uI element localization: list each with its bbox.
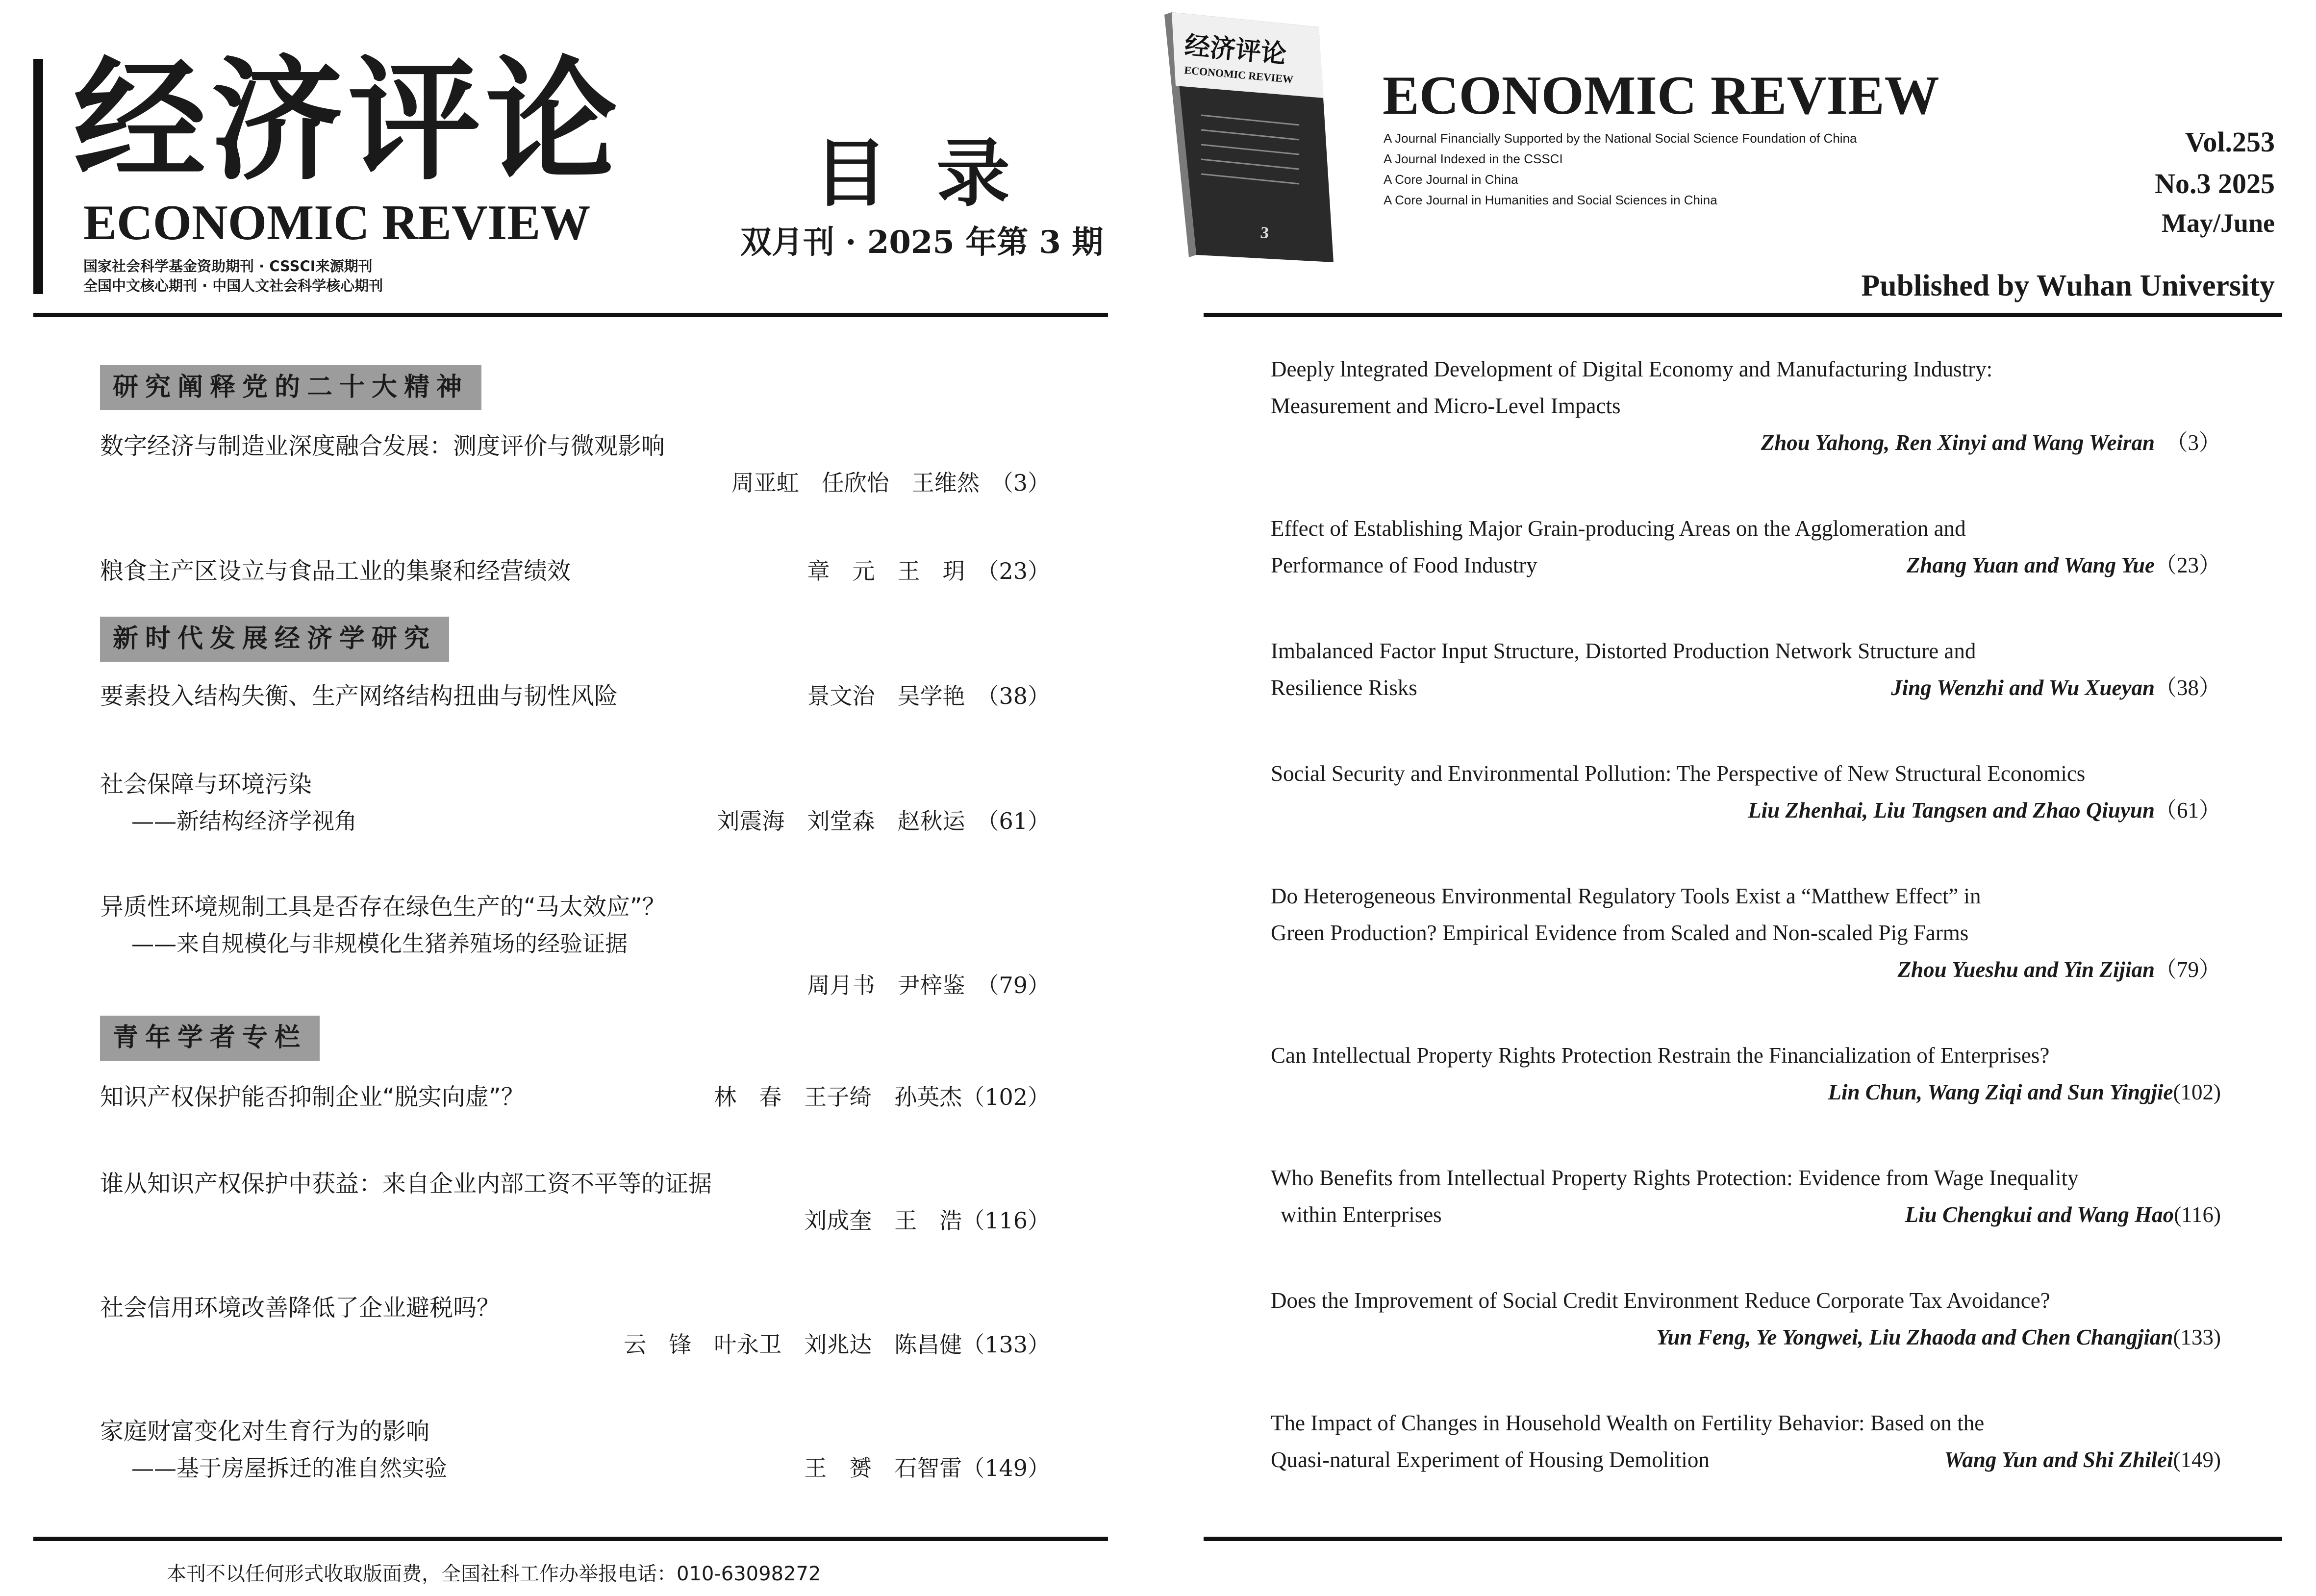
issue-month-label: May/June: [2161, 208, 2275, 238]
footer-notice: 本刊不以任何形式收取版面费，全国社科工作办举报电话：010-63098272: [167, 1563, 821, 1585]
toc-article-authors: 章 元 王 玥 （23）: [807, 558, 1050, 584]
page-number: (133): [2173, 1325, 2221, 1349]
volume-label: Vol.253: [2185, 126, 2275, 158]
logo-vertical-bar: [33, 59, 43, 294]
toc-article-title[interactable]: 粮食主产区设立与食品工业的集聚和经营绩效: [100, 557, 571, 585]
issue-number-label: No.3 2025: [2155, 168, 2275, 200]
toc-article-title-en[interactable]: The Impact of Changes in Household Wealth on Fertility Behavior: Based on the: [1271, 1411, 1985, 1435]
page-number: （23）: [2154, 553, 2221, 577]
toc-article-subtitle: ——新结构经济学视角: [131, 808, 357, 834]
bottom-divider-right: [1204, 1537, 2282, 1541]
toc-article-title[interactable]: 家庭财富变化对生育行为的影响: [100, 1418, 430, 1445]
toc-article-title-en[interactable]: Who Benefits from Intellectual Property Rights Protection: Evidence from Wage Inequality: [1271, 1166, 2079, 1190]
toc-article-title-en[interactable]: Deeply lntegrated Development of Digital Economy and Manufacturing Industry:: [1271, 357, 1993, 381]
issue-label: 双月刊 · 2025 年第 3 期: [740, 224, 1104, 261]
author-names: Jing Wenzhi and Wu Xueyan: [1891, 675, 2155, 700]
page-number: (116): [2174, 1202, 2221, 1227]
toc-article-authors: 周月书 尹梓鉴 （79）: [807, 972, 1050, 998]
author-names: Liu Chengkui and Wang Hao: [1905, 1202, 2174, 1227]
journal-tagline-en-1: A Journal Financially Supported by the National Social Science Foundation of China: [1384, 131, 1857, 146]
toc-article-title-en-cont[interactable]: within Enterprises: [1281, 1202, 1442, 1227]
toc-article-authors: 周亚虹 任欣怡 王维然 （3）: [731, 470, 1050, 496]
author-names: Wang Yun and Shi Zhilei: [1944, 1447, 2173, 1472]
toc-article-title-en-cont[interactable]: Performance of Food Industry: [1271, 553, 1537, 577]
toc-article-title-en-cont[interactable]: Quasi-natural Experiment of Housing Demolition: [1271, 1447, 1710, 1472]
toc-article-title[interactable]: 异质性环境规制工具是否存在绿色生产的“马太效应”？: [100, 893, 666, 921]
journal-tagline-en-3: A Core Journal in China: [1384, 172, 1518, 187]
page-number: （61）: [2154, 798, 2221, 823]
toc-article-authors-en: [1748, 796, 2221, 825]
toc-article-title-en[interactable]: Do Heterogeneous Environmental Regulatory Tools Exist a “Matthew Effect” in: [1271, 884, 1981, 908]
toc-article-title-en[interactable]: Social Security and Environmental Pollution: The Perspective of New Structural Economics: [1271, 761, 2086, 786]
journal-cover-image: [1142, 7, 1338, 262]
author-names: Zhou Yahong, Ren Xinyi and Wang Weiran: [1761, 430, 2155, 455]
toc-article-authors: 刘震海 刘堂森 赵秋运 （61）: [717, 808, 1050, 834]
page-number: （3）: [2165, 430, 2221, 455]
toc-article-authors: 云 锋 叶永卫 刘兆达 陈昌健（133）: [624, 1331, 1050, 1358]
page-number: (102): [2173, 1080, 2221, 1104]
author-names: Liu Zhenhai, Liu Tangsen and Zhao Qiuyun: [1748, 798, 2155, 823]
author-names: Yun Feng, Ye Yongwei, Liu Zhaoda and Chen Changjian: [1656, 1325, 2173, 1349]
toc-article-authors-en: [1907, 550, 2221, 580]
toc-article-title[interactable]: 数字经济与制造业深度融合发展：测度评价与微观影响: [100, 432, 665, 460]
toc-article-authors: 林 春 王子绮 孙英杰（102）: [714, 1084, 1050, 1110]
toc-article-authors-en: [1891, 673, 2221, 702]
toc-article-authors: 景文治 吴学艳 （38）: [807, 683, 1050, 709]
toc-article-title[interactable]: 要素投入结构失衡、生产网络结构扭曲与韧性风险: [100, 682, 618, 710]
toc-article-authors-en: [1656, 1322, 2221, 1352]
page-number: (149): [2173, 1447, 2221, 1472]
journal-logo-english: ECONOMIC REVIEW: [83, 195, 591, 250]
toc-article-authors-en: [1761, 428, 2221, 457]
journal-tagline-en-4: A Core Journal in Humanities and Social Sciences in China: [1384, 193, 1717, 207]
toc-article-authors-en: [1905, 1200, 2221, 1229]
toc-article-title-en-cont[interactable]: Green Production? Empirical Evidence from Scaled and Non-scaled Pig Farms: [1271, 921, 1969, 945]
page-number: （38）: [2154, 675, 2221, 700]
cover-logo-cn: 经济评论: [1183, 30, 1288, 70]
toc-article-title-en-cont[interactable]: Measurement and Micro-Level Impacts: [1271, 394, 1621, 418]
toc-article-authors: 刘成奎 王 浩（116）: [804, 1207, 1050, 1234]
toc-article-authors: 王 赟 石智雷（149）: [804, 1455, 1050, 1481]
journal-tagline-1: 国家社会科学基金资助期刊 · CSSCI来源期刊: [83, 258, 373, 274]
top-divider-right: [1204, 313, 2282, 317]
cover-logo-en: ECONOMIC REVIEW: [1183, 64, 1294, 86]
toc-article-title[interactable]: 知识产权保护能否抑制企业“脱实向虚”？: [100, 1083, 525, 1111]
journal-tagline-2: 全国中文核心期刊 · 中国人文社会科学核心期刊: [83, 277, 383, 294]
bottom-divider-left: [33, 1537, 1108, 1541]
toc-article-title-en[interactable]: Does the Improvement of Social Credit Environment Reduce Corporate Tax Avoidance?: [1271, 1288, 2050, 1313]
top-divider-left: [33, 313, 1108, 317]
journal-logo-chinese: 经济评论: [74, 42, 623, 198]
toc-article-authors-en: [1944, 1445, 2221, 1474]
toc-article-title[interactable]: 谁从知识产权保护中获益：来自企业内部工资不平等的证据: [100, 1170, 712, 1197]
toc-article-authors-en: [1828, 1077, 2221, 1107]
toc-article-subtitle: ——来自规模化与非规模化生猪养殖场的经验证据: [131, 930, 628, 957]
toc-article-title[interactable]: 社会信用环境改善降低了企业避税吗？: [100, 1294, 501, 1322]
toc-article-subtitle: ——基于房屋拆迁的准自然实验: [131, 1455, 447, 1481]
publisher-label: Published by Wuhan University: [1861, 269, 2275, 302]
cover-issue-number: 3: [1259, 224, 1270, 243]
toc-article-title-en-cont[interactable]: Resilience Risks: [1271, 675, 1417, 700]
page-number: （79）: [2154, 957, 2221, 982]
author-names: Zhou Yueshu and Yin Zijian: [1897, 957, 2155, 982]
toc-article-authors-en: [1898, 955, 2221, 984]
section-header: 新时代发展经济学研究: [100, 617, 449, 662]
section-header: 研究阐释党的二十大精神: [100, 365, 481, 410]
section-header: 青年学者专栏: [100, 1016, 320, 1061]
author-names: Zhang Yuan and Wang Yue: [1906, 553, 2155, 577]
toc-article-title[interactable]: 社会保障与环境污染: [100, 771, 312, 798]
toc-article-title-en[interactable]: Effect of Establishing Major Grain-producing Areas on the Agglomeration and: [1271, 516, 1966, 541]
contents-heading: 目录: [814, 131, 1059, 217]
author-names: Lin Chun, Wang Ziqi and Sun Yingjie: [1828, 1080, 2173, 1104]
toc-article-title-en[interactable]: Imbalanced Factor Input Structure, Distorted Production Network Structure and: [1271, 639, 1976, 663]
journal-title-english: ECONOMIC REVIEW: [1383, 65, 1939, 126]
toc-article-title-en[interactable]: Can Intellectual Property Rights Protection Restrain the Financialization of Enterprises?: [1271, 1043, 2050, 1068]
journal-tagline-en-2: A Journal Indexed in the CSSCI: [1384, 151, 1563, 166]
